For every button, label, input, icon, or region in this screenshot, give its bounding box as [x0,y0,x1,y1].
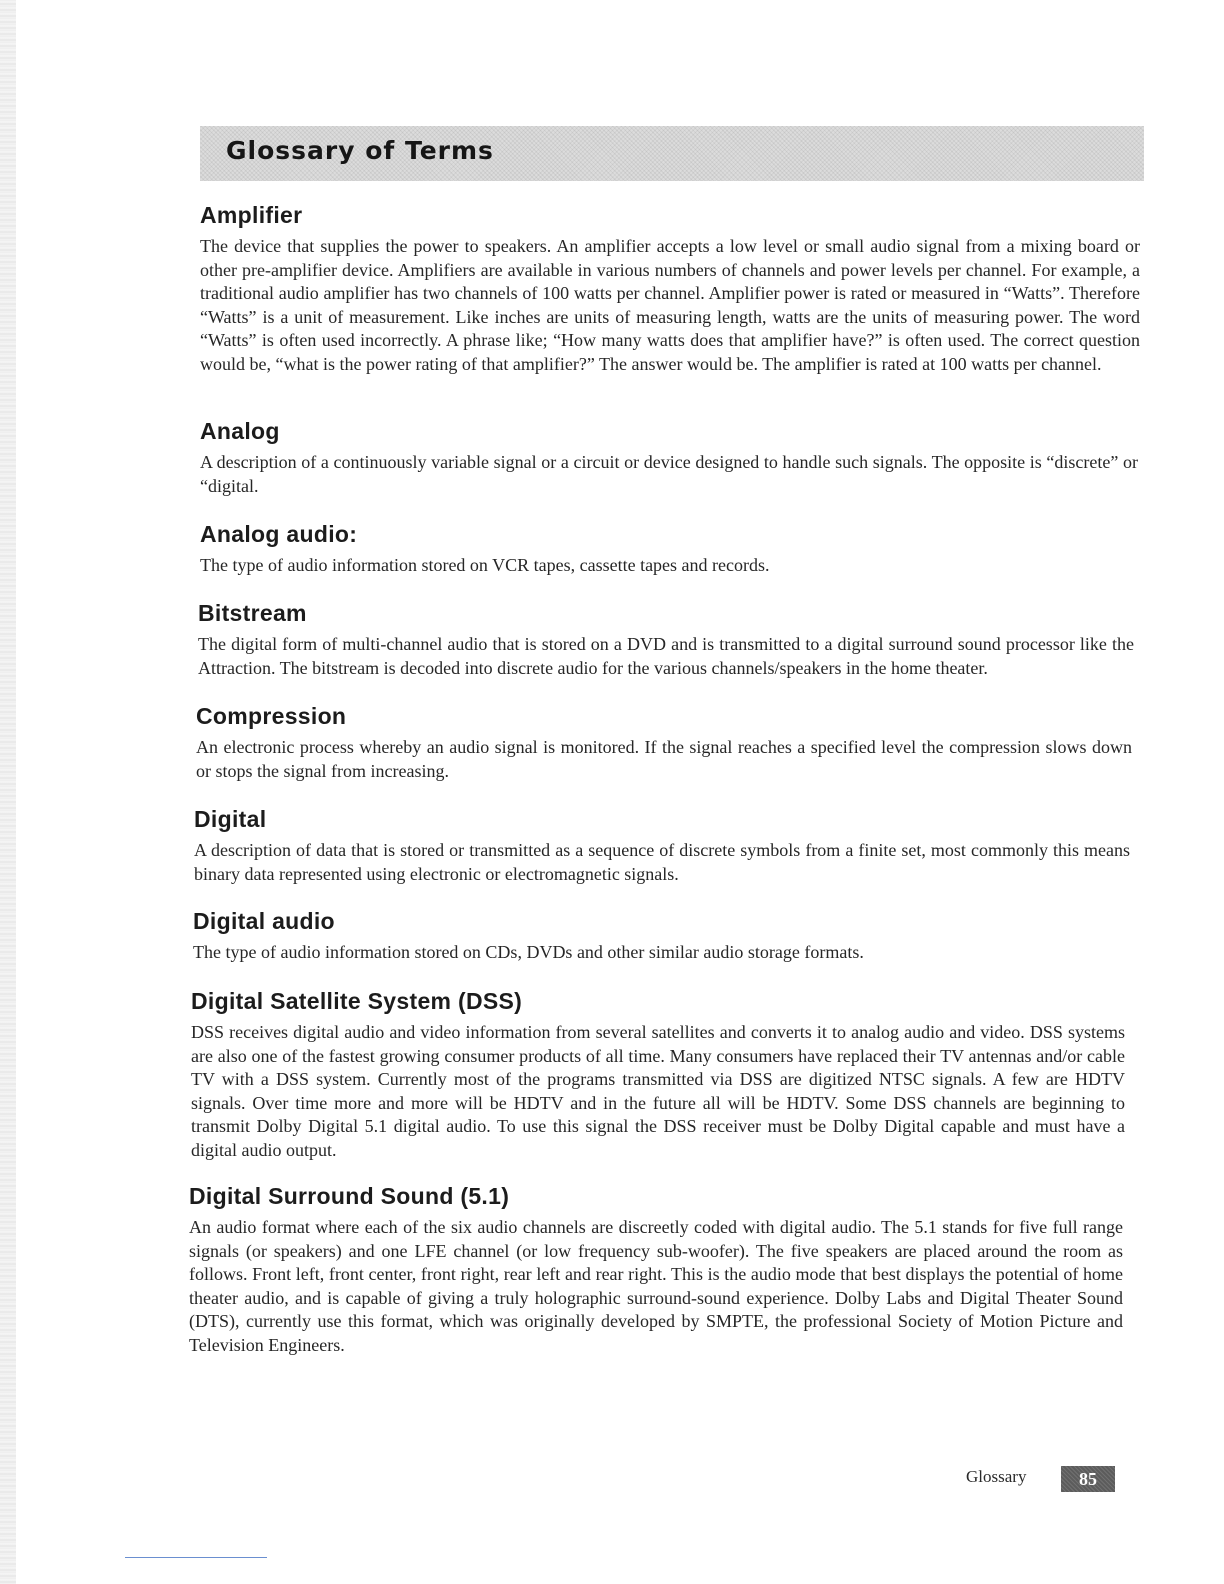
scan-edge [0,0,16,1584]
footer-section-label: Glossary [966,1467,1027,1486]
scan-artifact-line [125,1557,267,1558]
glossary-entry-analog-audio [200,521,1136,578]
term-heading: Bitstream [198,600,307,626]
term-definition: A description of a continuously variable signal or a circuit or device designed to handle such signals. The opposite is “discrete” or “digital. [200,452,1138,496]
glossary-entry-compression [196,703,1132,783]
term-heading: Compression [196,703,347,729]
term-definition: A description of data that is stored or transmitted as a sequence of discrete symbols from a finite set, most commonly this means binary data represented using electronic or electromagnetic signals. [194,840,1130,884]
term-heading: Digital audio [193,908,335,934]
glossary-entry-amplifier [200,202,1140,376]
term-heading: Digital [194,806,267,832]
term-heading: Digital Surround Sound (5.1) [189,1183,510,1209]
glossary-entry-digital-surround-sound [189,1183,1123,1357]
term-definition: DSS receives digital audio and video information from several satellites and converts it to analog audio and video. DSS systems are also one of the fastest growing consumer products of all time. Many consumers have replaced their TV antennas and/or cable TV with a DSS system. Currently most of the programs transmitted via DSS are digitized NTSC signals. A few are HDTV signals. Over time more and more will be HDTV and in the future all will be HDTV. Some DSS channels are beginning to transmit Dolby Digital 5.1 digital audio. To use this signal the DSS receiver must be Dolby Digital capable and must have a digital audio output. [191,1022,1125,1160]
term-heading: Digital Satellite System (DSS) [191,988,523,1014]
term-definition: An audio format where each of the six audio channels are discreetly coded with digital audio. The 5.1 stands for five full range signals (or speakers) and one LFE channel (or low frequency sub-woofer). The five speakers are placed around the room as follows. Front left, front center, front right, rear left and rear right. This is the audio mode that best displays the potential of home theater audio, and is capable of giving a truly holographic surround-sound experience. Dolby Labs and Digital Theater Sound (DTS), currently use this format, which was originally developed by SMPTE, the professional Society of Motion Picture and Television Engineers. [189,1217,1123,1355]
glossary-entry-bitstream [198,600,1134,680]
term-heading: Analog audio: [200,521,358,547]
glossary-entry-digital [194,806,1130,886]
glossary-entry-dss [191,988,1125,1162]
page-number: 85 [1061,1466,1115,1492]
term-heading: Analog [200,418,280,444]
term-definition: The device that supplies the power to speakers. An amplifier accepts a low level or small audio signal from a mixing board or other pre-amplifier device. Amplifiers are available in various numbers of channels and power levels per channel. For example, a traditional audio amplifier has two channels of 100 watts per channel. Amplifier power is rated or measured in “Watts”. Therefore “Watts” is a unit of measurement. Like inches are units of measuring length, watts are the units of measuring power. The word “Watts” is often used incorrectly. A phrase like; “How many watts does that amplifier have?” is often used. The correct question would be, “what is the power rating of that amplifier?” The answer would be. The amplifier is rated at 100 watts per channel. [200,236,1140,374]
glossary-entry-digital-audio [193,908,1129,965]
term-definition: The type of audio information stored on VCR tapes, cassette tapes and records. [200,555,770,575]
term-heading: Amplifier [200,202,303,228]
section-title-bar [200,126,1144,181]
term-definition: The digital form of multi-channel audio that is stored on a DVD and is transmitted to a digital surround sound processor like the Attraction. The bitstream is decoded into discrete audio for the various channels/speakers in the home theater. [198,634,1134,678]
page-title: Glossary of Terms [226,136,494,165]
term-definition: An electronic process whereby an audio signal is monitored. If the signal reaches a specified level the compression slows down or stops the signal from increasing. [196,737,1132,781]
term-definition: The type of audio information stored on CDs, DVDs and other similar audio storage formats. [193,942,864,962]
glossary-entry-analog [200,418,1138,498]
